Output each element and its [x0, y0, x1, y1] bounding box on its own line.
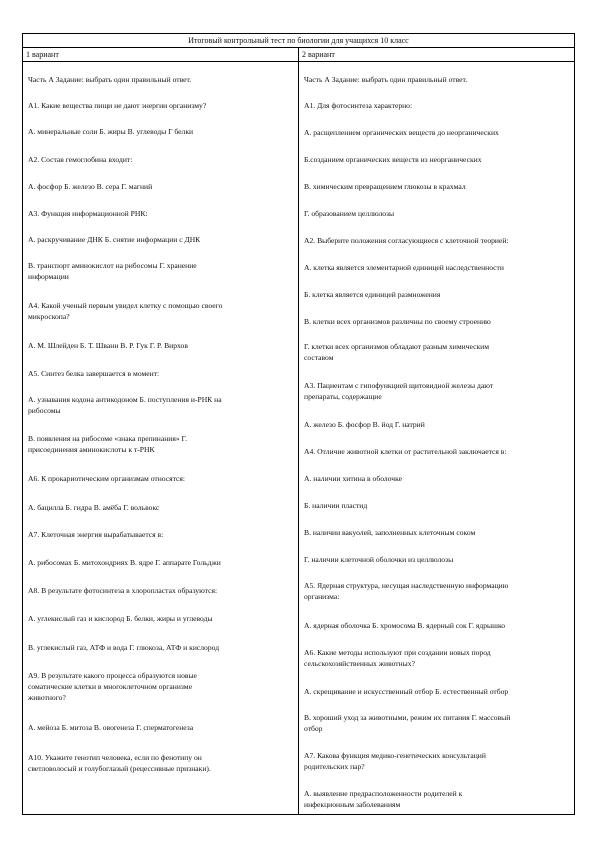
variant2-column — [299, 62, 574, 814]
v1-question-a7: А7. Клеточная энергия вырабатывается в: — [28, 530, 164, 539]
v2-question-a1: А1. Для фотосинтеза характерно: — [304, 101, 413, 110]
v2-question-a2: А2. Выберите положения согласующиеся с клеточной теорией: — [304, 236, 509, 245]
v1-options-a8-2: В. углекислый газ, АТФ и вода Г. глюкоза, АТФ и кислород — [28, 643, 220, 652]
v1-options-a4: А. М. Шлейден Б. Т. Шванн В. Р. Гук Г. Р. Вирхов — [28, 341, 188, 350]
v1-question-a8: А8. В результате фотосинтеза в хлоропластах образуются: — [28, 586, 218, 595]
v2-options-a2-d: Г. клетки всех организмов обладают разным химическим составом — [304, 342, 490, 362]
v1-options-a5-1: А. узнавания кодона антикодоном Б. поступления и-РНК на рибосомы — [28, 395, 222, 415]
v2-options-a4-b: Б. наличии пластид — [304, 501, 368, 510]
v2-options-a2-b: Б. клетка является единицей размножения — [304, 290, 441, 299]
v2-question-a6: А6. Какие методы используют при создании новых пород сельскохозяйственных животных? — [304, 648, 491, 668]
v1-question-a4: А4. Какой ученый первым увидел клетку с помощью своего микроскопа? — [28, 301, 223, 321]
v1-question-a5: А5. Синтез белка завершается в момент: — [28, 369, 160, 378]
v1-part-heading: Часть А Задание: выбрать один правильный ответ. — [28, 75, 192, 84]
v1-question-a10: А10. Укажите генотип человека, если по фенотипу он светловолосый и голубоглазый (рецессивные признаки). — [28, 753, 211, 773]
v2-question-a3: А3. Пациентам с гипофункцией щитовидной железы дают препараты, содержащие — [304, 381, 494, 401]
v1-options-a7: А. рибосомах Б. митохондриях В. ядре Г. аппарате Гольджи — [28, 558, 221, 567]
v1-options-a3-1: А. раскручивание ДНК Б. снятие информации с ДНК — [28, 235, 201, 244]
v2-options-a6-2: В. хороший уход за животными, режим их питания Г. массовый отбор — [304, 713, 511, 733]
v2-options-a4-d: Г. наличии клеточной оболочки из целлюлозы — [304, 555, 454, 564]
v2-question-a7: А7. Какова функция медико-генетических консультаций родительских пар? — [304, 751, 486, 771]
v2-part-heading: Часть А Задание: выбрать один правильный ответ. — [304, 75, 468, 84]
v2-options-a4-c: В. наличии вакуолей, заполненных клеточным соком — [304, 528, 476, 537]
v2-options-a1-c: В. химическим превращением глюкозы в крахмал — [304, 182, 466, 191]
v1-question-a3: А3. Функция информационной РНК: — [28, 209, 148, 218]
v2-question-a5: А5. Ядерная структура, несущая наследственную информацию организма: — [304, 581, 509, 601]
v1-question-a1: А1. Какие вещества пищи не дают энергии организму? — [28, 101, 207, 110]
v1-options-a6: А. бацилла Б. гидра В. амёба Г. вольвокс — [28, 503, 160, 512]
v2-options-a5: А. ядерная оболочка Б. хромосома В. ядерный сок Г. ядрышко — [304, 621, 506, 630]
v1-options-a2: А. фосфор Б. железо В. сера Г. магний — [28, 182, 153, 191]
variants-columns — [23, 62, 574, 814]
v2-options-a4-a: А. наличии хитина в оболочке — [304, 474, 402, 483]
v2-question-a4: А4. Отличие животной клетки от растительной заключается в: — [304, 447, 507, 456]
variant1-column — [23, 62, 299, 814]
v1-question-a9: А9. В результате какого процесса образуются новые соматические клетки в многоклеточном организме животного? — [28, 671, 197, 702]
v1-options-a1: А. минеральные соли Б. жиры В. углеводы Г белки — [28, 127, 194, 136]
v1-options-a5-2: В. появления на рибосоме «знака препинания» Г. присоединения аминокислоты к т-РНК — [28, 434, 187, 454]
v2-options-a6-1: А. скрещивание и искусственный отбор Б. естественный отбор — [304, 687, 509, 696]
test-sheet — [22, 33, 575, 815]
variant2-header: 2 вариант — [302, 50, 335, 59]
v2-options-a1-a: А. расщеплением органических веществ до неорганических — [304, 128, 499, 137]
v2-options-a7: А. выявление предрасположенности родителей к инфекционным заболеваниям — [304, 789, 463, 809]
v2-options-a1-b: Б.созданием органических веществ из неорганических — [304, 155, 482, 164]
v1-question-a2: А2. Состав гемоглобина входит: — [28, 155, 133, 164]
v1-options-a3-2: В. транспорт аминокислот на рибосомы Г. хранение информации — [28, 261, 197, 281]
v1-options-a9: А. мейоза Б. митоза В. овогенеза Г. сперматогенеза — [28, 723, 194, 732]
variant1-header: 1 вариант — [23, 48, 299, 61]
v1-question-a6: А6. К прокариотическим организмам относятся: — [28, 474, 186, 483]
v2-options-a2-c: В. клетки всех организмов различны по своему строению — [304, 317, 491, 326]
v1-options-a8-1: А. углекислый газ и кислород Б. белки, жиры и углеводы — [28, 614, 213, 623]
variant-headers — [23, 48, 574, 62]
v2-options-a3: А. железо Б. фосфор В. йод Г. натрий — [304, 420, 425, 429]
v2-options-a2-a: А. клетка является элементарной единицей наследственности — [304, 263, 504, 272]
page-title: Итоговый контрольный тест по биологии для учащихся 10 класс — [23, 34, 574, 48]
v2-options-a1-d: Г. образованием целлюлозы — [304, 209, 395, 218]
